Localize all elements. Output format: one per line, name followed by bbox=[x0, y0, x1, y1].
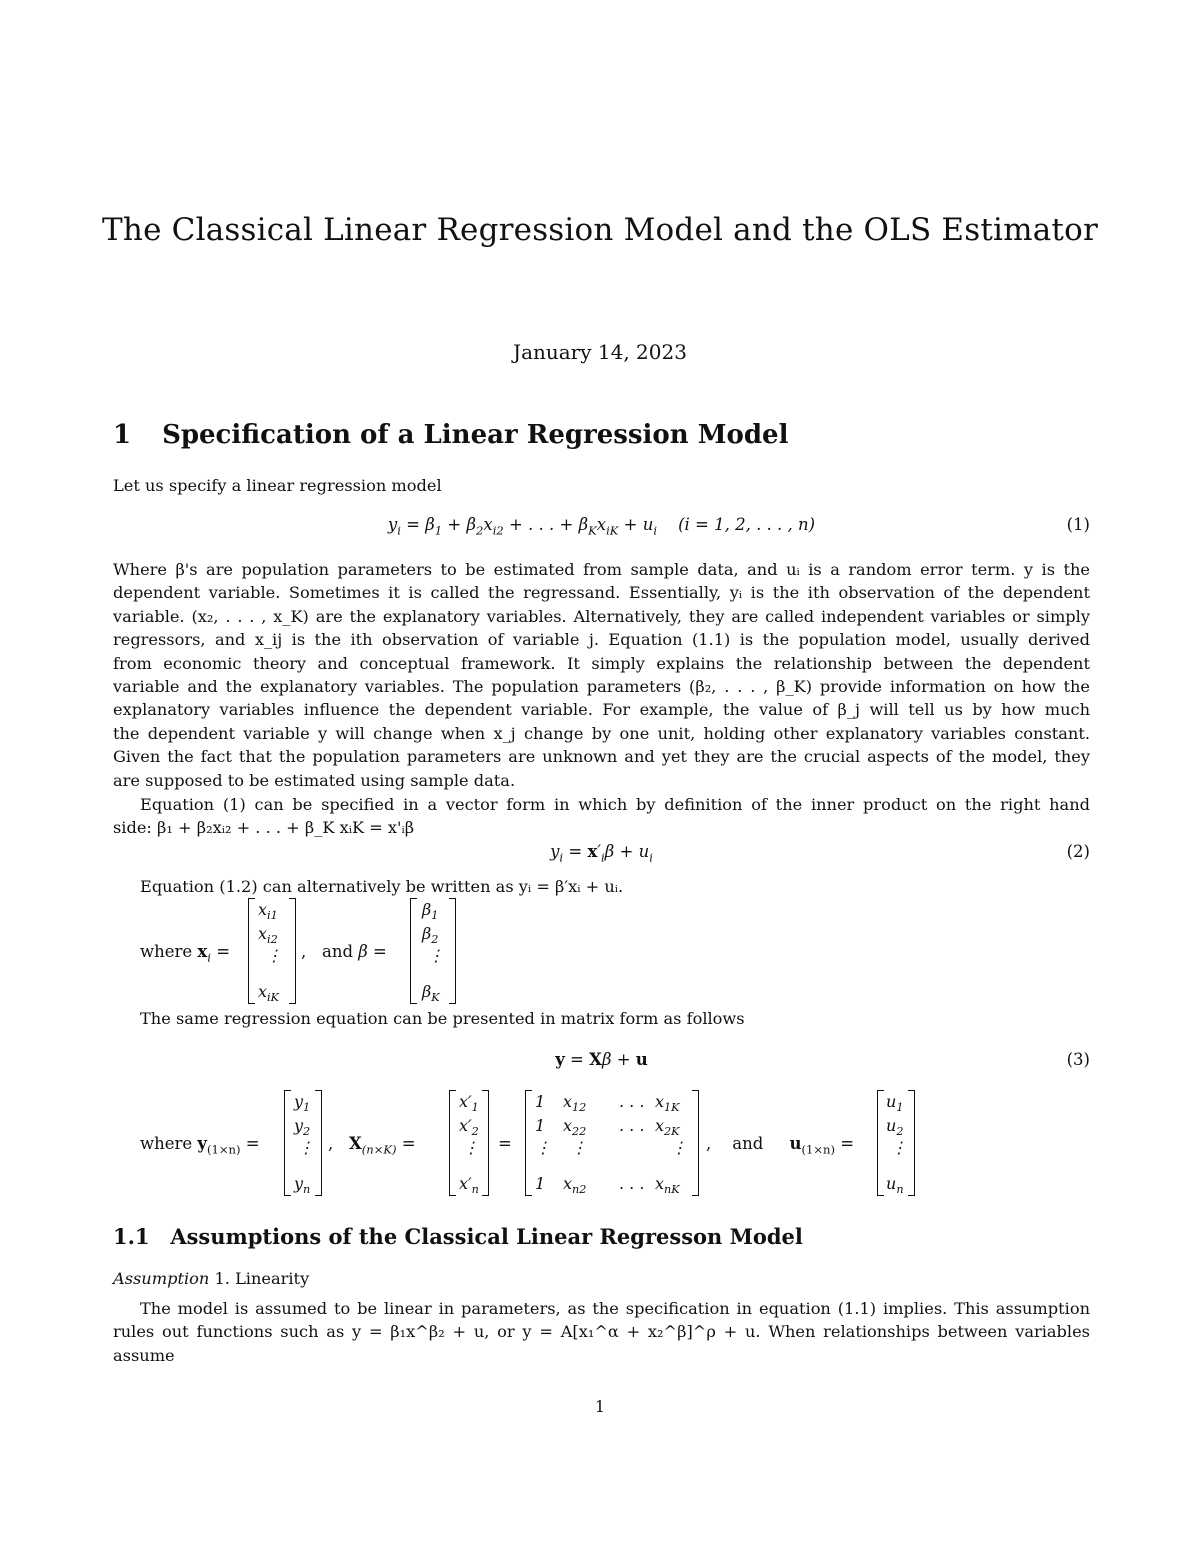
assumption-heading bbox=[113, 1267, 1090, 1290]
X-matrix-label: , $X_{(n\times K)}$ = bbox=[328, 1134, 416, 1157]
section-number: 1 bbox=[113, 420, 132, 450]
equation-3-body: y = Xβ + u bbox=[555, 1050, 648, 1069]
paragraph-2 bbox=[113, 793, 1090, 840]
paragraph-5 bbox=[113, 1297, 1090, 1367]
section-heading bbox=[113, 420, 788, 450]
where-matrix-text: where $y_{(1\times n)}$ = bbox=[140, 1134, 260, 1157]
paragraph-line: side: β₁ + β₂xᵢ₂ + . . . + β_K xᵢK = x'ᵢβ bbox=[113, 818, 415, 838]
paragraph-line: regressors, and x_ij is the ith observation of variable j. Equation (1.1) is the population model, usually derived bbox=[113, 630, 1090, 650]
assumption-number: 1. bbox=[214, 1269, 230, 1288]
paragraph-line: rules out functions such as y = β₁x^β₂ + u, or y = A[x₁^α + x₂^β]^ρ + u. When relationships between variables assume bbox=[113, 1322, 1090, 1365]
equation-1-number: (1) bbox=[1066, 515, 1090, 534]
paragraph-line: the dependent variable y will change when x_j change by one unit, holding other explanatory variables constant. bbox=[113, 723, 1090, 743]
equation-1-condition: (i = 1, 2, . . . , n) bbox=[678, 515, 816, 534]
paragraph-line: from economic theory and conceptual framework. It simply explains the relationship between the dependent bbox=[113, 653, 1090, 673]
comma-and: , and β = bbox=[301, 942, 387, 961]
paragraph-line: Given the fact that the population parameters are unknown and yet they are the crucial aspects of the model, they bbox=[113, 747, 1090, 767]
subsection-number: 1.1 bbox=[113, 1224, 150, 1249]
paper-title: The Classical Linear Regression Model and the OLS Estimator bbox=[102, 212, 1098, 248]
equation-1-body: $y_i = \beta_1 + \beta_2x_{i2}$ + . . . + $\beta_Kx_{iK} + u_i$ (i = 1, 2, . . . , n) bbox=[387, 515, 816, 538]
paragraph-3: Equation (1.2) can alternatively be written as yᵢ = β′xᵢ + uᵢ. bbox=[140, 877, 624, 896]
subsection-heading bbox=[113, 1224, 803, 1249]
equation-2-number: (2) bbox=[1066, 842, 1090, 861]
paper-date: January 14, 2023 bbox=[513, 340, 687, 364]
paragraph-line: Equation (1) can be specified in a vector form in which by definition of the inner product on the right hand bbox=[140, 795, 1090, 814]
paragraph-line: variable. (x₂, . . . , x_K) are the explanatory variables. Alternatively, they are called independent variables or simply bbox=[113, 606, 1090, 626]
paragraph-line: explanatory variables influence the dependent variable. For example, the value of β_j will tell us by how much bbox=[113, 700, 1090, 720]
x-prime-vector: $x'_1$ $x'_2$ ⋮ $x'_n$ bbox=[449, 1090, 489, 1198]
and-u-label: , and $u_{(1\times n)}$ = bbox=[706, 1134, 855, 1157]
x-vector: $x_{i1}$ $x_{i2}$ ⋮ $x_{iK}$ bbox=[248, 898, 296, 1006]
paragraph-line: Where β's are population parameters to be estimated from sample data, and uᵢ is a random error term. y is the bbox=[113, 560, 1090, 579]
paragraph-line: are supposed to be estimated using sample data. bbox=[113, 770, 516, 790]
equation-3-number: (3) bbox=[1066, 1050, 1090, 1069]
paragraph-line: The model is assumed to be linear in parameters, as the specification in equation (1.1) implies. This assumption bbox=[140, 1299, 1090, 1318]
page-number: 1 bbox=[594, 1397, 606, 1416]
paragraph-line: variable and the explanatory variables. The population parameters (β₂, . . . , β_K) provide information on how the bbox=[113, 677, 1090, 697]
subsection-title: Assumptions of the Classical Linear Regresson Model bbox=[170, 1224, 803, 1249]
u-vector: $u_1$ $u_2$ ⋮ $u_n$ bbox=[877, 1090, 915, 1198]
equation-2-body: $y_i = x'_i\beta + u_i$ bbox=[550, 842, 653, 865]
X-matrix: 1 $x_{12}$ . . . $x_{1K}$ 1 $x_{22}$ . . . $x_{2K}$ ⋮ ⋮ ⋮ 1 $x_{n2}$ . . . $x_{nK}$ bbox=[525, 1090, 699, 1198]
paragraph-1 bbox=[113, 558, 1090, 792]
assumption-label: Assumption bbox=[113, 1269, 210, 1288]
assumption-title: Linearity bbox=[235, 1269, 310, 1288]
beta-vector: $\beta_1$ $\beta_2$ ⋮ $\beta_K$ bbox=[410, 898, 456, 1006]
where-text: where $x_i$ = bbox=[140, 942, 231, 965]
equals-sign: = bbox=[498, 1134, 512, 1153]
intro-text: Let us specify a linear regression model bbox=[113, 476, 442, 495]
paragraph-line: dependent variable. Sometimes it is called the regressand. Essentially, yᵢ is the ith observation of the dependent bbox=[113, 583, 1090, 603]
paragraph-4: The same regression equation can be presented in matrix form as follows bbox=[140, 1009, 745, 1028]
y-vector: $y_1$ $y_2$ ⋮ $y_n$ bbox=[284, 1090, 322, 1198]
section-title: Specification of a Linear Regression Model bbox=[162, 420, 789, 450]
